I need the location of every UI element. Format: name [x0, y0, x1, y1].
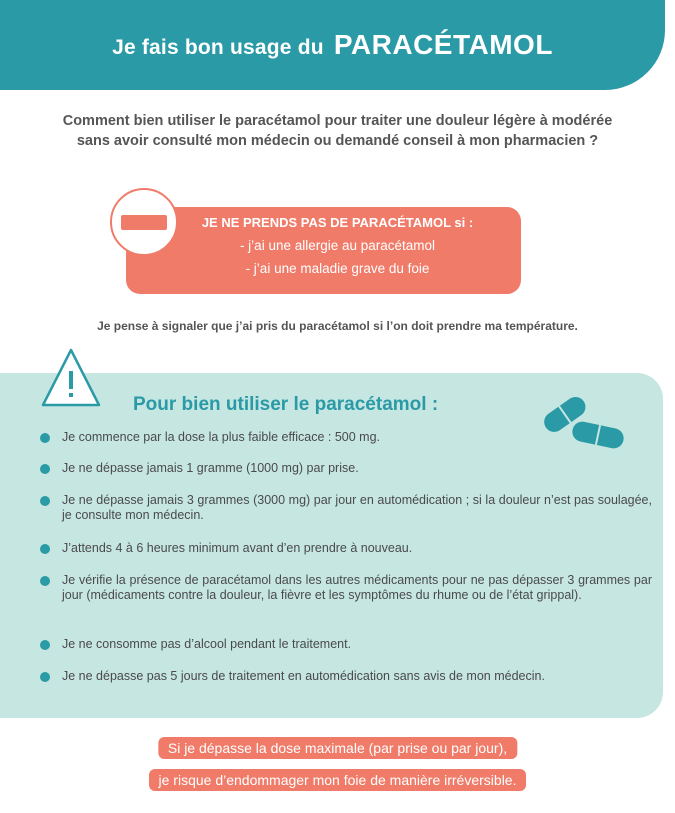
- question-line-1: Comment bien utiliser le paracétamol pour traiter une douleur légère à modérée: [62, 113, 613, 129]
- final-warning-line-2: je risque d’endommager mon foie de manière irréversible.: [149, 769, 527, 791]
- contraindications-box: [126, 207, 521, 294]
- page-title: [112, 29, 553, 61]
- bullet-dot-icon: [40, 464, 50, 474]
- contraindication-item: - j’ai une allergie au paracétamol: [239, 238, 436, 253]
- tips-title: Pour bien utiliser le paracétamol :: [133, 394, 439, 415]
- tip-item: Je ne consomme pas d’alcool pendant le traitement.: [40, 637, 652, 652]
- tip-item: Je ne dépasse jamais 3 grammes (3000 mg) par jour en automédication ; si la douleur n’est pas soulagée, je consulte mon médecin.: [40, 493, 652, 523]
- bullet-dot-icon: [40, 576, 50, 586]
- bullet-dot-icon: [40, 433, 50, 443]
- tip-item: Je ne dépasse pas 5 jours de traitement en automédication sans avis de mon médecin.: [40, 669, 652, 684]
- minus-icon: [110, 188, 178, 256]
- tip-item: J’attends 4 à 6 heures minimum avant d’en prendre à nouveau.: [40, 541, 652, 556]
- final-warning-line-1: Si je dépasse la dose maximale (par prise ou par jour),: [158, 737, 517, 759]
- header-banner: [0, 0, 665, 90]
- bullet-dot-icon: [40, 496, 50, 506]
- contraindications-title: JE NE PRENDS PAS DE PARACÉTAMOL si :: [201, 215, 474, 230]
- temperature-note: Je pense à signaler que j’ai pris du paracétamol si l’on doit prendre ma température.: [97, 319, 578, 333]
- warning-triangle-icon: [40, 347, 102, 409]
- title-main: PARACÉTAMOL: [333, 29, 553, 60]
- tip-item: Je ne dépasse jamais 1 gramme (1000 mg) par prise.: [40, 461, 652, 476]
- title-prefix: Je fais bon usage du: [112, 36, 324, 59]
- tip-item: Je vérifie la présence de paracétamol dans les autres médicaments pour ne pas dépasser 3 grammes par jour (médicaments contre la douleur, la fièvre et les symptômes du rhume ou de l’état grippal).: [40, 573, 652, 603]
- bullet-dot-icon: [40, 640, 50, 650]
- contraindication-item: - j’ai une maladie grave du foie: [245, 261, 430, 276]
- question-line-2: sans avoir consulté mon médecin ou demandé conseil à mon pharmacien ?: [76, 133, 599, 149]
- tip-item: Je commence par la dose la plus faible efficace : 500 mg.: [40, 430, 652, 445]
- bullet-dot-icon: [40, 544, 50, 554]
- bullet-dot-icon: [40, 672, 50, 682]
- intro-question: [10, 111, 665, 151]
